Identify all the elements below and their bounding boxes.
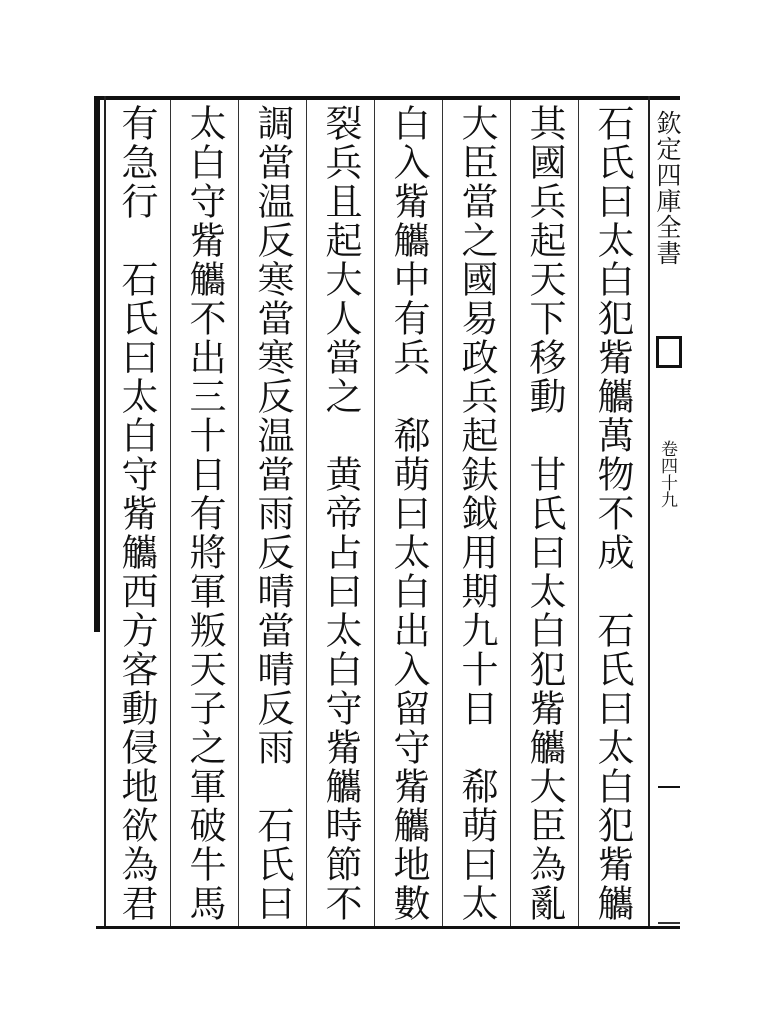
column-rule <box>510 100 511 926</box>
text-column-4: 白入觜觿中有兵 郗萌曰太白出入留守觜觿地數 <box>387 104 430 923</box>
column-rule <box>578 100 579 926</box>
frame-left-border <box>94 96 100 632</box>
margin-bottom-mark <box>658 922 680 924</box>
text-column-8: 有急行 石氏曰太白守觜觿西方客動侵地欲為君 <box>115 104 158 923</box>
text-column-6: 調當温反寒當寒反温當雨反晴當晴反雨 石氏曰 <box>251 104 294 923</box>
text-column-7: 太白守觜觿不出三十日有將軍叛天子之軍破牛馬 <box>183 104 226 923</box>
margin-page-mark <box>658 786 680 788</box>
column-rule <box>374 100 375 926</box>
text-column-3: 大臣當之國易政兵起鈇鉞用期九十日 郗萌曰太 <box>455 104 498 923</box>
text-column-5: 裂兵且起大人當之 黄帝占曰太白守觜觿時節不 <box>319 104 362 923</box>
column-rule <box>238 100 239 926</box>
frame-bottom-border <box>96 926 680 929</box>
column-rule <box>170 100 171 926</box>
column-rule <box>442 100 443 926</box>
margin-book-title: 欽定四庫全書 <box>653 110 682 266</box>
frame-top-border <box>94 96 680 100</box>
margin-juan-number: 卷四十九 <box>657 440 677 508</box>
text-column-2: 其國兵起天下移動 甘氏曰太白犯觜觿大臣為亂 <box>523 104 566 923</box>
fishtail-mark-icon <box>656 336 682 368</box>
column-rule <box>306 100 307 926</box>
text-column-1: 石氏曰太白犯觜觿萬物不成 石氏曰太白犯觜觿 <box>591 104 634 923</box>
